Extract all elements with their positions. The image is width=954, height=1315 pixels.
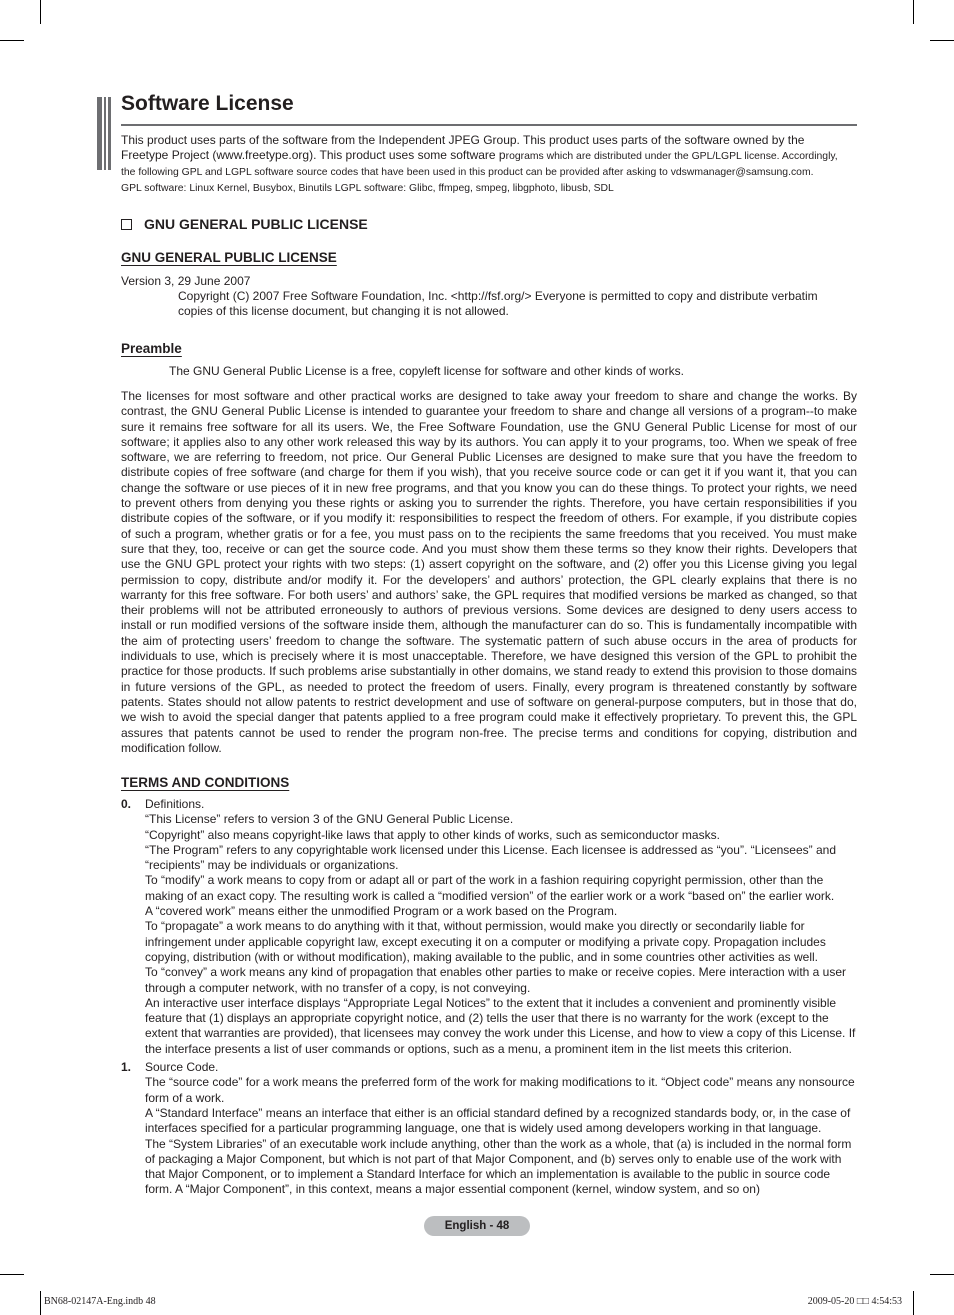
intro-paragraph — [121, 133, 861, 196]
intro-line-2a: Freetype Project (www.freetype.org). This product uses some software p — [121, 148, 506, 162]
term-number: 0. — [121, 797, 132, 811]
checkbox-bullet-icon — [121, 219, 132, 230]
term-paragraph: “This License” refers to version 3 of the GNU General Public License. — [145, 812, 514, 827]
term-paragraph: To “modify” a work means to copy from or adapt all or part of the work in a fashion requiring copyright permission, other than the making of an exact copy. The resulting work is called a “modified version” of the earlier work or a work “based on” the earlier work. — [145, 873, 835, 903]
term-paragraph: An interactive user interface displays “Appropriate Legal Notices” to the extent that it includes a convenient and prominently visible feature that (1) displays an appropriate copyright notice, and (2) tells the user that there is no warranty for the work (except to the extent that warranties are provided), that licensees may convey the work under this License, and how to view a copy of this License. If the interface presents a list of user commands or options, such as a menu, a prominent item in the list meets this criterion. — [145, 995, 856, 1056]
page-title: Software License — [121, 92, 294, 115]
print-slug-left: BN68-02147A-Eng.indb 48 — [44, 1296, 156, 1307]
term-paragraph: A “Standard Interface” means an interface that either is an official standard defined by a recognized standards body, or, in the case of interfaces specified for a particular programming language, one that is widely used among developers working in that language. — [145, 1105, 851, 1136]
term-paragraph: The “source code” for a work means the preferred form of the work for making modifications to it. “Object code” means any nonsource form of a work. — [145, 1075, 855, 1105]
crop-mark — [40, 0, 41, 24]
crop-mark — [913, 0, 914, 24]
page-number-badge: English - 48 — [424, 1216, 530, 1236]
crop-mark — [0, 40, 24, 41]
term-paragraph: To “convey” a work means any kind of propagation that enables other parties to make or receive copies. Mere interaction with a user through a computer network, with no transfer of a copy, is not conveying. — [145, 965, 847, 995]
section-heading — [121, 216, 368, 232]
crop-mark — [0, 1274, 24, 1275]
terms-heading: TERMS AND CONDITIONS — [121, 775, 290, 790]
license-heading: GNU GENERAL PUBLIC LICENSE — [121, 250, 337, 265]
term-number: 1. — [121, 1060, 132, 1075]
crop-mark — [930, 1274, 954, 1275]
term-paragraph: Source Code. — [145, 1060, 219, 1075]
term-paragraph: To “propagate” a work means to do anything with it that, without permission, would make you directly or secondarily liable for infringement under applicable copyright law, except executing it on a computer or modifying a private copy. Propagation includes copying, distribution (with or without modification), making available to the public, and in some countries other activities as well. — [145, 919, 826, 964]
term-paragraph: Definitions. — [145, 797, 205, 811]
preamble-heading: Preamble — [121, 341, 182, 356]
section-heading-text: GNU GENERAL PUBLIC LICENSE — [144, 216, 368, 232]
term-item — [121, 1060, 857, 1198]
term-paragraph: The “System Libraries” of an executable work include anything, other than the work as a whole, that (a) is included in the normal form of packaging a Major Component, but which is not part of that Major Component, and (b) serves only to enable use of the work with that Major Component, or to implement a Standard Interface for which an implementation is available to the public in source code form. A “Major Component”, in this context, means a major essential component (kernel, window system, and so on) — [145, 1136, 852, 1197]
crop-mark — [930, 40, 954, 41]
copyright-text: Copyright (C) 2007 Free Software Foundation, Inc. <http://fsf.org/> Everyone is permitted to copy and distribute verbatim copies of this license document, but changing it is not allowed. — [178, 289, 818, 319]
term-paragraph: “The Program” refers to any copyrightable work licensed under this License. Each licensee is addressed as “you”. “Licensees” and “recipients” may be individuals or organizations. — [145, 842, 837, 873]
gpl-software-line: GPL software: Linux Kernel, Busybox, Binutils LGPL software: Glibc, ffmpeg, smpeg, libgphoto, libusb, SDL — [121, 183, 614, 194]
term-item — [121, 797, 857, 1057]
term-body — [145, 1060, 857, 1198]
preamble-first-line: The GNU General Public License is a free, copyleft license for software and other kinds of works. — [169, 364, 684, 378]
intro-line-1: This product uses parts of the software from the Independent JPEG Group. This product uses parts of the software owned by the — [121, 133, 805, 147]
title-decoration — [97, 97, 111, 170]
print-slug-right: 2009-05-20 □□ 4:54:53 — [807, 1296, 902, 1307]
intro-line-3: the following GPL and LGPL software source codes that have been used in this product can be provided after asking to vdswmanager@samsung.com. — [121, 167, 814, 178]
preamble-body: The licenses for most software and other practical works are designed to take away your freedom to share and change the works. By contrast, the GNU General Public License is intended to guarantee your freedom to share and change all versions of a program--to make sure it remains free software for all its users. We, the Free Software Foundation, use the GNU General Public License for most of our software; it applies also to any other work released this way by its authors. You can apply it to your programs, too. When we speak of free software, we are referring to freedom, not price. Our General Public Licenses are designed to make sure that you have the freedom to distribute copies of free software (and charge for them if you wish), that you receive source code or can get it if you want it, that you can change the software or use pieces of it in new free programs, and that you know you can do these things. To protect your rights, we need to prevent others from denying you these rights or asking you to surrender the rights. Therefore, you have certain responsibilities if you distribute copies of the software, or if you modify it: responsibilities to respect the freedom of others. For example, if you distribute copies of such a program, whether gratis or for a fee, you must pass on to the recipients the same freedoms that you received. You must make sure that they, too, receive or can get the source code. And you must show them these terms so they know their rights. Developers that use the GNU GPL protect your rights with two steps: (1) assert copyright on the software, and (2) offer you this License giving you legal permission to copy, distribute and/or modify it. For the developers’ and authors’ protection, the GPL clearly explains that there is no warranty for this free software. For both users’ and authors’ sake, the GPL requires that modified versions be marked as changed, so that their problems will not be attributed erroneously to authors of previous versions. Some devices are designed to deny users access to install or run modified versions of the software inside them, although the manufacturer can do so. This is fundamentally incompatible with the aim of protecting users’ freedom to change the software. The systematic pattern of such abuse occurs in the area of products for individuals to use, which is precisely where it is most unacceptable. Therefore, we have designed this version of the GPL to prohibit the practice for those products. If such problems arise substantially in other domains, we stand ready to extend this provision to those domains in future versions of the GPL, as needed to protect the freedom of users. Finally, every program is threatened constantly by software patents. States should not allow patents to restrict development and use of software on general-purpose computers, but in those that do, we wish to avoid the special danger that patents applied to a free program could make it effectively proprietary. To prevent this, the GPL assures that patents cannot be used to render the program non-free. The precise terms and conditions for copying, distribution and modification follow. — [121, 389, 857, 755]
intro-line-2b: rograms which are distributed under the GPL/LGPL license. Accordingly, — [505, 151, 838, 162]
term-body — [145, 797, 857, 1057]
crop-mark — [40, 1291, 41, 1315]
terms-list — [121, 797, 857, 1198]
term-paragraph: A “covered work” means either the unmodified Program or a work based on the Program. — [145, 904, 618, 919]
title-rule — [121, 124, 857, 126]
version-line: Version 3, 29 June 2007 — [121, 274, 251, 288]
crop-mark — [913, 1291, 914, 1315]
term-paragraph: “Copyright” also means copyright-like laws that apply to other kinds of works, such as semiconductor masks. — [145, 827, 720, 842]
